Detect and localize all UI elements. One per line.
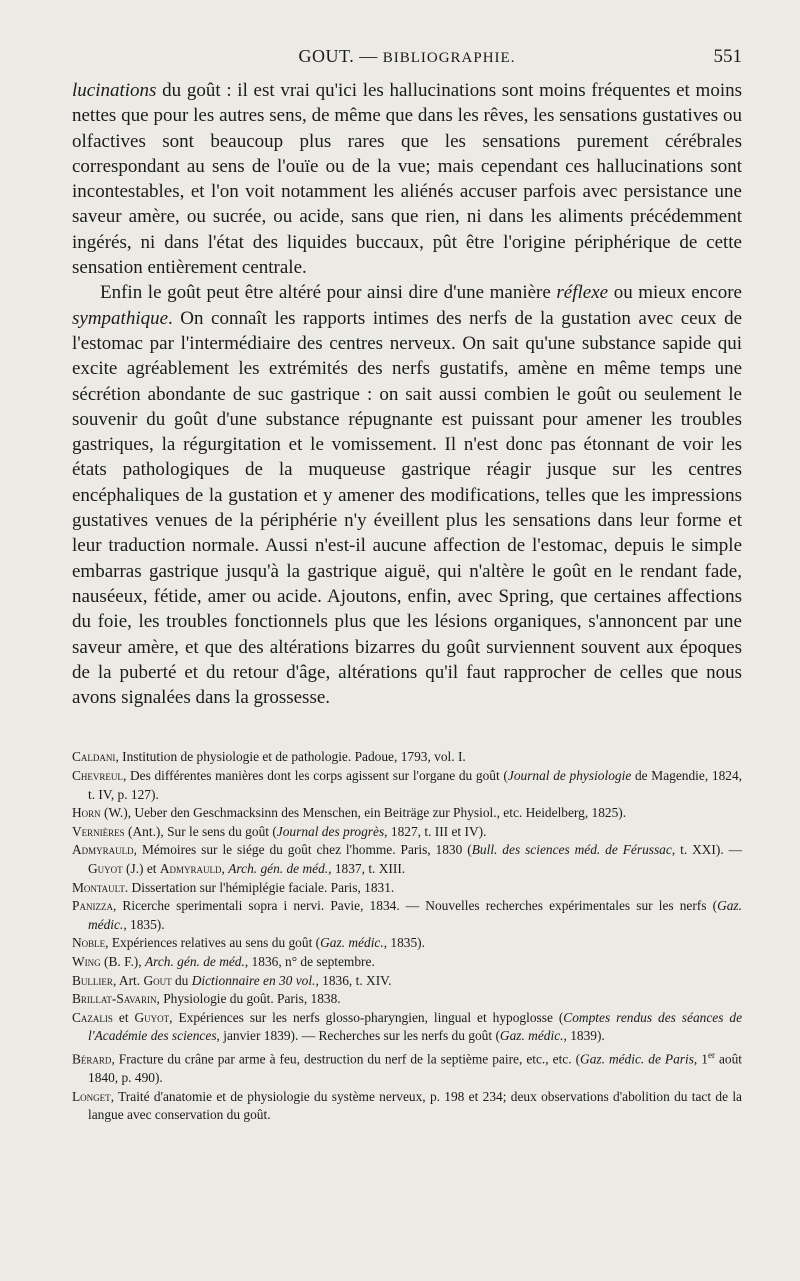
author-name: Guyot — [134, 1009, 170, 1025]
italic-text: Gaz. médic. de Paris — [580, 1051, 694, 1067]
italic-text: Journal des progrès — [276, 823, 385, 839]
text-run: , Traité d'anatomie et de physiologie du système nerveux, p. 198 et 234; deux observations d'abolition du tact de la langue avec conservation du goût. — [88, 1088, 742, 1123]
bibliography-entry — [72, 879, 742, 898]
text-run: , 1839). — [563, 1028, 605, 1044]
running-title — [299, 46, 516, 67]
text-run: , Des différentes manières dont les corps agissent sur l'organe du goût ( — [122, 768, 508, 784]
text-run: , 1827, t. III et IV). — [384, 823, 487, 839]
italic-text: Dictionnaire en 30 vol. — [191, 972, 316, 988]
text-run: (B. F.), — [100, 953, 145, 969]
text-run: ou mieux encore — [608, 282, 742, 304]
paragraph — [72, 280, 742, 710]
bibliography-entry — [72, 804, 742, 823]
text-run: (J.) et — [122, 860, 160, 876]
author-name: Vernières — [72, 823, 125, 839]
bibliography-entry — [72, 897, 742, 934]
paragraph — [72, 78, 742, 280]
text-run: , Fracture du crâne par arme à feu, destruction du nerf de la septième paire, etc., etc. ( — [111, 1051, 581, 1067]
author-name: Longet — [72, 1088, 111, 1104]
italic-text: Gaz. médic. — [320, 935, 384, 951]
text-run: , Physiologie du goût. Paris, 1838. — [156, 991, 341, 1007]
header-dash: — — [359, 46, 378, 66]
italic-text: sympathique — [72, 307, 169, 329]
author-name: Brillat-Savarin — [72, 991, 157, 1007]
bibliography-list — [72, 748, 742, 1124]
author-name: Cazalis — [72, 1009, 113, 1025]
text-run: . Dissertation sur l'hémiplégie faciale. Paris, 1831. — [124, 879, 395, 895]
bibliography-entry — [72, 953, 742, 972]
italic-text: Gaz. médic. — [499, 1028, 564, 1044]
text-run: , Expériences sur les nerfs glosso-pharyngien, lingual et hypoglosse ( — [169, 1009, 564, 1025]
text-run: , janvier 1839). — Recherches sur les nerfs du goût ( — [216, 1028, 500, 1044]
author-name: Admyrauld — [159, 860, 222, 876]
page-number: 551 — [713, 46, 742, 67]
text-run: , 1835). — [383, 935, 425, 951]
author-name: Noble — [72, 935, 106, 951]
text-run: , 1835). — [123, 916, 165, 932]
text-run: (Ant.), Sur le sens du goût ( — [124, 823, 277, 839]
bibliography-entry — [72, 748, 742, 767]
italic-text: lucinations — [72, 80, 157, 101]
text-run: , 1836, t. XIV. — [315, 972, 392, 988]
text-run: , 1 — [693, 1051, 708, 1067]
text-run: du goût : il est vrai qu'ici les hallucinations sont moins fréquentes et moins nettes que pour les autres sens, de même que dans les rêves, les sensations gustatives ou olfactives sont beaucoup plus rares que les sensations purement cérébrales correspondant au sens de l'ouïe ou de la vue; mais cependant ces hallucinations sont incontestables, et l'on voit notamment les aliénés accuser parfois avec persistance une saveur amère, ou sucrée, ou acide, sans que rien, ni dans les aliments précédemment ingérés, ni dans l'état des liquides buccaux, pût être l'origine périphérique de cette sensation entièrement centrale. — [72, 80, 742, 279]
body-text — [72, 78, 742, 710]
author-name: Caldani — [72, 749, 116, 765]
text-run: du — [171, 972, 192, 988]
header-title: GOUT. — [298, 46, 355, 66]
italic-text: Arch. gén. de méd. — [228, 860, 329, 876]
text-run: , Ricerche sperimentali sopra i nervi. Pavie, 1834. — Nouvelles recherches expérimentales sur les nerfs ( — [112, 898, 718, 914]
author-name: Bérard — [72, 1051, 112, 1067]
text-run: , 1836, n° de septembre. — [244, 953, 375, 969]
author-name: Admyrauld — [72, 842, 134, 858]
italic-text: Bull. des sciences méd. de Férussac — [471, 842, 672, 858]
author-name: Gout — [143, 972, 172, 988]
superscript: er — [707, 1049, 715, 1060]
italic-text: Comptes rendus des séances de l'Académie des sciences — [88, 1009, 743, 1044]
bibliography-entry — [72, 767, 742, 804]
text-run: et — [112, 1009, 135, 1025]
italic-text: Journal de physiologie — [507, 768, 632, 784]
italic-text: Arch. gén. de méd. — [144, 953, 245, 969]
text-run: Enfin le goût peut être altéré pour ainsi dire d'une manière — [100, 282, 557, 304]
author-name: Panizza — [72, 898, 113, 914]
bibliography-entry — [72, 841, 742, 878]
text-run: , Institution de physiologie et de pathologie. Padoue, 1793, vol. I. — [115, 749, 466, 765]
text-run: . On connaît les rapports intimes des nerfs de la gustation avec ceux de l'estomac par l'intermédiaire des centres nerveux. On sait qu'une substance sapide qui excite agréablement les extrémités des nerfs gustatifs, amène en même temps une sécrétion abondante de suc gastrique : on sait aussi combien le goût ou seulement le souvenir du goût d'une substance répugnante est puissant pour amener les troubles gastriques, la régurgitation et le vomissement. Il n'est donc pas étonnant de voir les états pathologiques de la muqueuse gastrique réagir jusque sur les centres encéphaliques de la gustation et y amener des modifications, telles que les impressions gustatives venues de la périphérie n'y éveillent plus les sensations dans leur forme et leur traduction normale. Aussi n'est-il aucune affection de l'estomac, depuis le simple embarras gastrique jusqu'à la gastrique aiguë, qui n'altère le goût en le rendant fade, nauséeux, fétide, amer ou acide. Ajoutons, enfin, avec Spring, que certaines affections du foie, les troubles fonctionnels plus que les lésions organiques, s'annoncent par une saveur amère, et que des altérations bizarres du goût surviennent souvent aux époques de la puberté et du retour d'âge, altérations qu'il faut rapprocher de celles que nous avons signalées dans la grossesse. — [72, 307, 742, 709]
italic-text: réflexe — [556, 282, 609, 304]
text-run: , t. XXI). — — [671, 842, 742, 858]
bibliography-entry — [72, 990, 742, 1009]
bibliography-entry — [72, 823, 742, 842]
text-run: , — [221, 860, 229, 876]
author-name: Horn — [72, 805, 101, 821]
text-run: , 1837, t. XIII. — [328, 860, 406, 876]
bibliography-entry — [72, 972, 742, 991]
author-name: Montault — [72, 879, 125, 895]
author-name: Bullier — [72, 972, 113, 988]
text-run: (W.), Ueber den Geschmacksinn des Menschen, ein Beiträge zur Physiol., etc. Heidelberg, 1825). — [100, 805, 627, 821]
text-run: août 1840, p. 490). — [88, 1051, 742, 1085]
text-run: , Mémoires sur le siége du goût chez l'homme. Paris, 1830 ( — [133, 842, 472, 858]
italic-text: Gaz. médic. — [88, 898, 742, 932]
author-name: Wing — [72, 953, 101, 969]
author-name: Guyot — [88, 860, 123, 876]
text-run: , Art. — [112, 972, 144, 988]
bibliography-entry — [72, 1088, 742, 1125]
bibliography-entry — [72, 934, 742, 953]
running-head — [72, 46, 742, 68]
header-subtitle: BIBLIOGRAPHIE. — [382, 50, 516, 66]
bibliography-entry — [72, 1009, 742, 1046]
text-run: de Magendie, 1824, t. IV, p. 127). — [88, 768, 743, 802]
author-name: Chevreul — [72, 768, 123, 784]
text-run: , Expériences relatives au sens du goût ( — [105, 935, 321, 951]
bibliography-entry — [72, 1046, 742, 1088]
